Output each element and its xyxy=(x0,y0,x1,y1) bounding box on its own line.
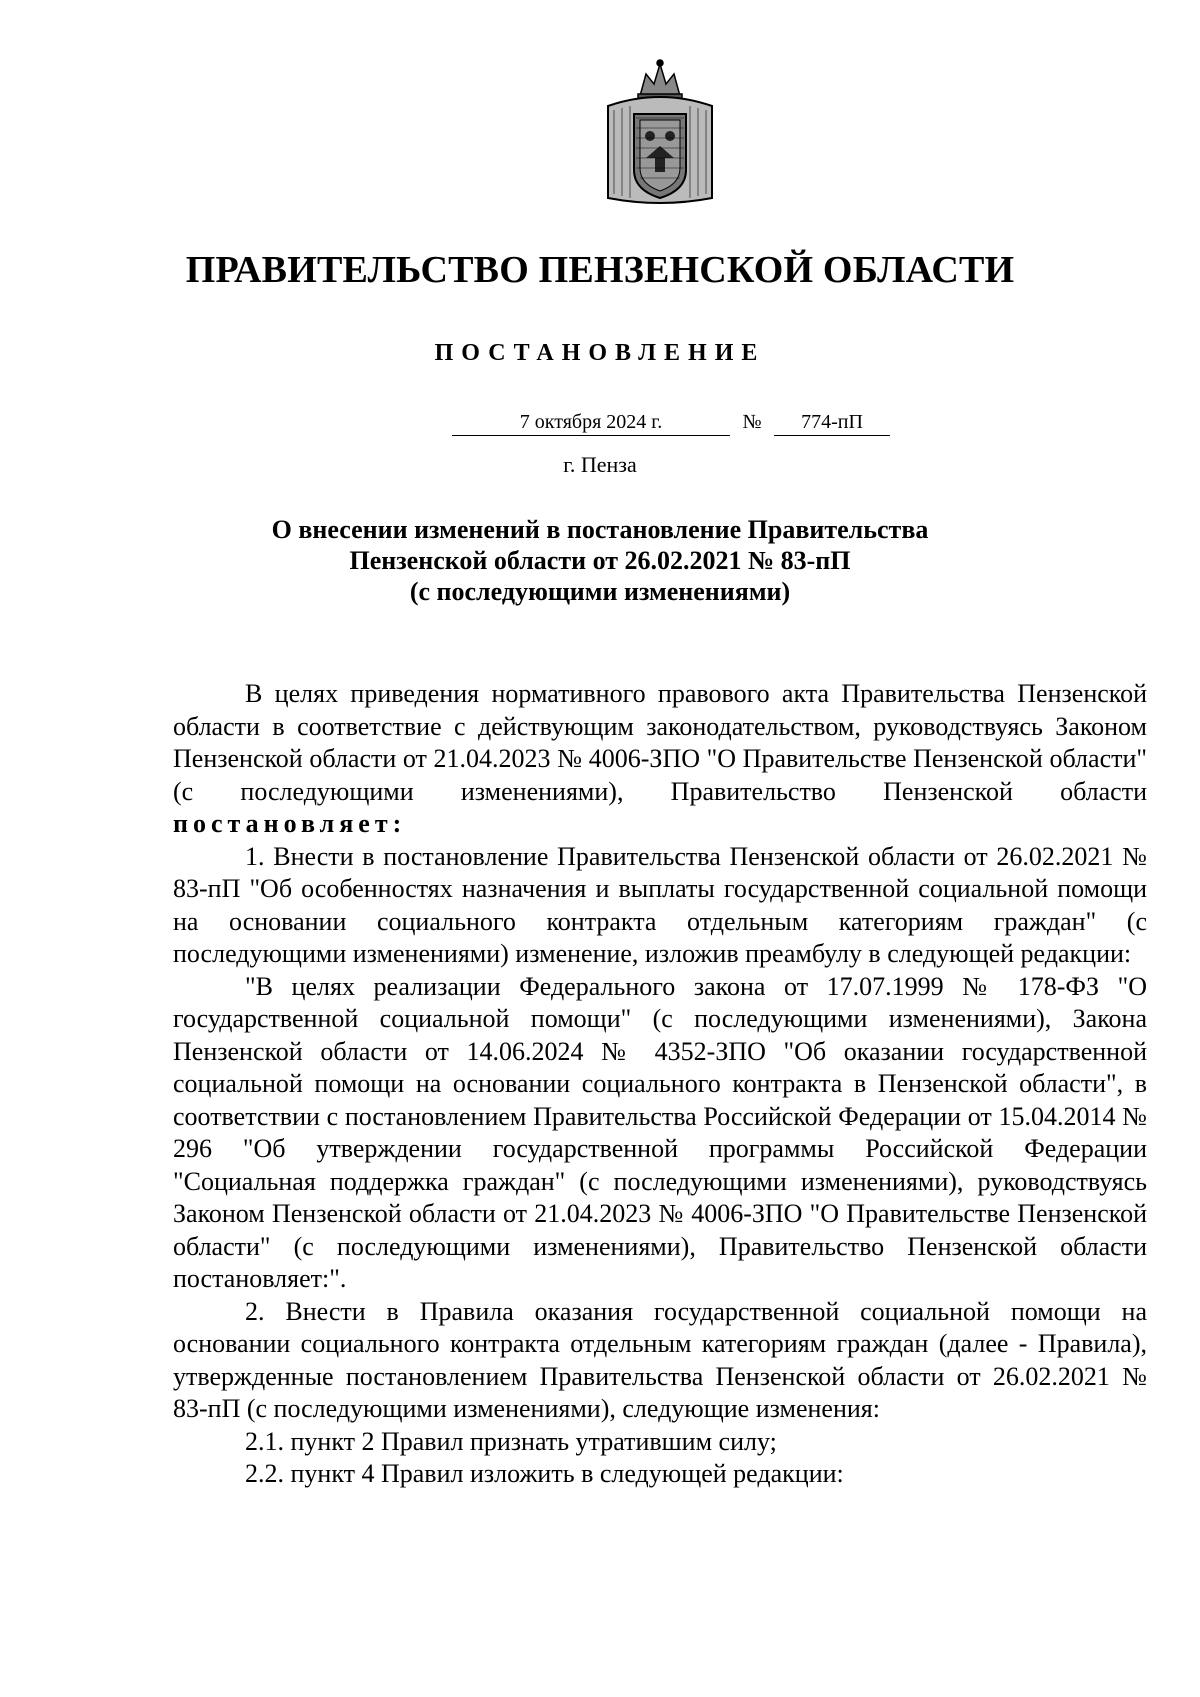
document-number: 774-пП xyxy=(774,409,890,436)
paragraph-1: 1. Внести в постановление Правительства Пензенской области от 26.02.2021 № 83-пП "Об особенностях назначения и выплаты государственной социальной помощи на основании социального контракта отдельным категориям граждан" (с последующими изменениями) изменение, изложив преамбулу в следующей редакции: xyxy=(173,841,1147,968)
intro-paragraph xyxy=(173,678,1147,841)
paragraph-2-2: 2.2. пункт 4 Правил изложить в следующей редакции: xyxy=(245,1459,844,1488)
quoted-preamble: "В целях реализации Федерального закона от 17.07.1999 № 178-ФЗ "О государственной социальной помощи" (с последующими изменениями), Закона Пензенской области от 14.06.2024 № 4352-ЗПО "Об оказании государственной социальной помощи на основании социального контракта в Пензенской области", в соответствии с постановлением Правительства Российской Федерации от 15.04.2014 № 296 "Об утверждении государственной программы Российской Федерации "Социальная поддержка граждан" (с последующими изменениями), руководствуясь Законом Пензенской области от 21.04.2023 № 4006-ЗПО "О Правительстве Пензенской области" (с последующими изменениями), Правительство Пензенской области постановляет:". xyxy=(173,971,1147,1293)
document-body xyxy=(173,678,1147,1491)
document-date: 7 октября 2024 г. xyxy=(452,409,730,436)
document-title xyxy=(0,514,1200,607)
city: г. Пенза xyxy=(563,452,637,477)
resolves-emphasis: постановляет: xyxy=(173,809,407,838)
title-line-3: (с последующими изменениями) xyxy=(409,577,791,606)
title-line-1: О внесении изменений в постановление Правительства xyxy=(271,515,929,544)
coat-of-arms-icon xyxy=(600,58,720,208)
date-number-line xyxy=(452,409,890,436)
organization-name: ПРАВИТЕЛЬСТВО ПЕНЗЕНСКОЙ ОБЛАСТИ xyxy=(185,249,1015,291)
title-line-2: Пензенской области от 26.02.2021 № 83-пП xyxy=(349,546,851,575)
intro-text: В целях приведения нормативного правового акта Правительства Пензенской области в соответствие с действующим законодательством, руководствуясь Законом Пензенской области от 21.04.2023 № 4006-ЗПО "О Правительстве Пензенской области" (с последующими изменениями), Правительство Пензенской области xyxy=(173,679,1147,806)
document-type: ПОСТАНОВЛЕНИЕ xyxy=(434,340,766,366)
paragraph-2: 2. Внести в Правила оказания государственной социальной помощи на основании социального контракта отдельным категориям граждан (далее - Правила), утвержденные постановлением Правительства Пензенской области от 26.02.2021 № 83-пП (с последующими изменениями), следующие изменения: xyxy=(173,1296,1147,1423)
number-sign: № xyxy=(742,411,762,433)
paragraph-2-1: 2.1. пункт 2 Правил признать утратившим силу; xyxy=(245,1426,777,1456)
